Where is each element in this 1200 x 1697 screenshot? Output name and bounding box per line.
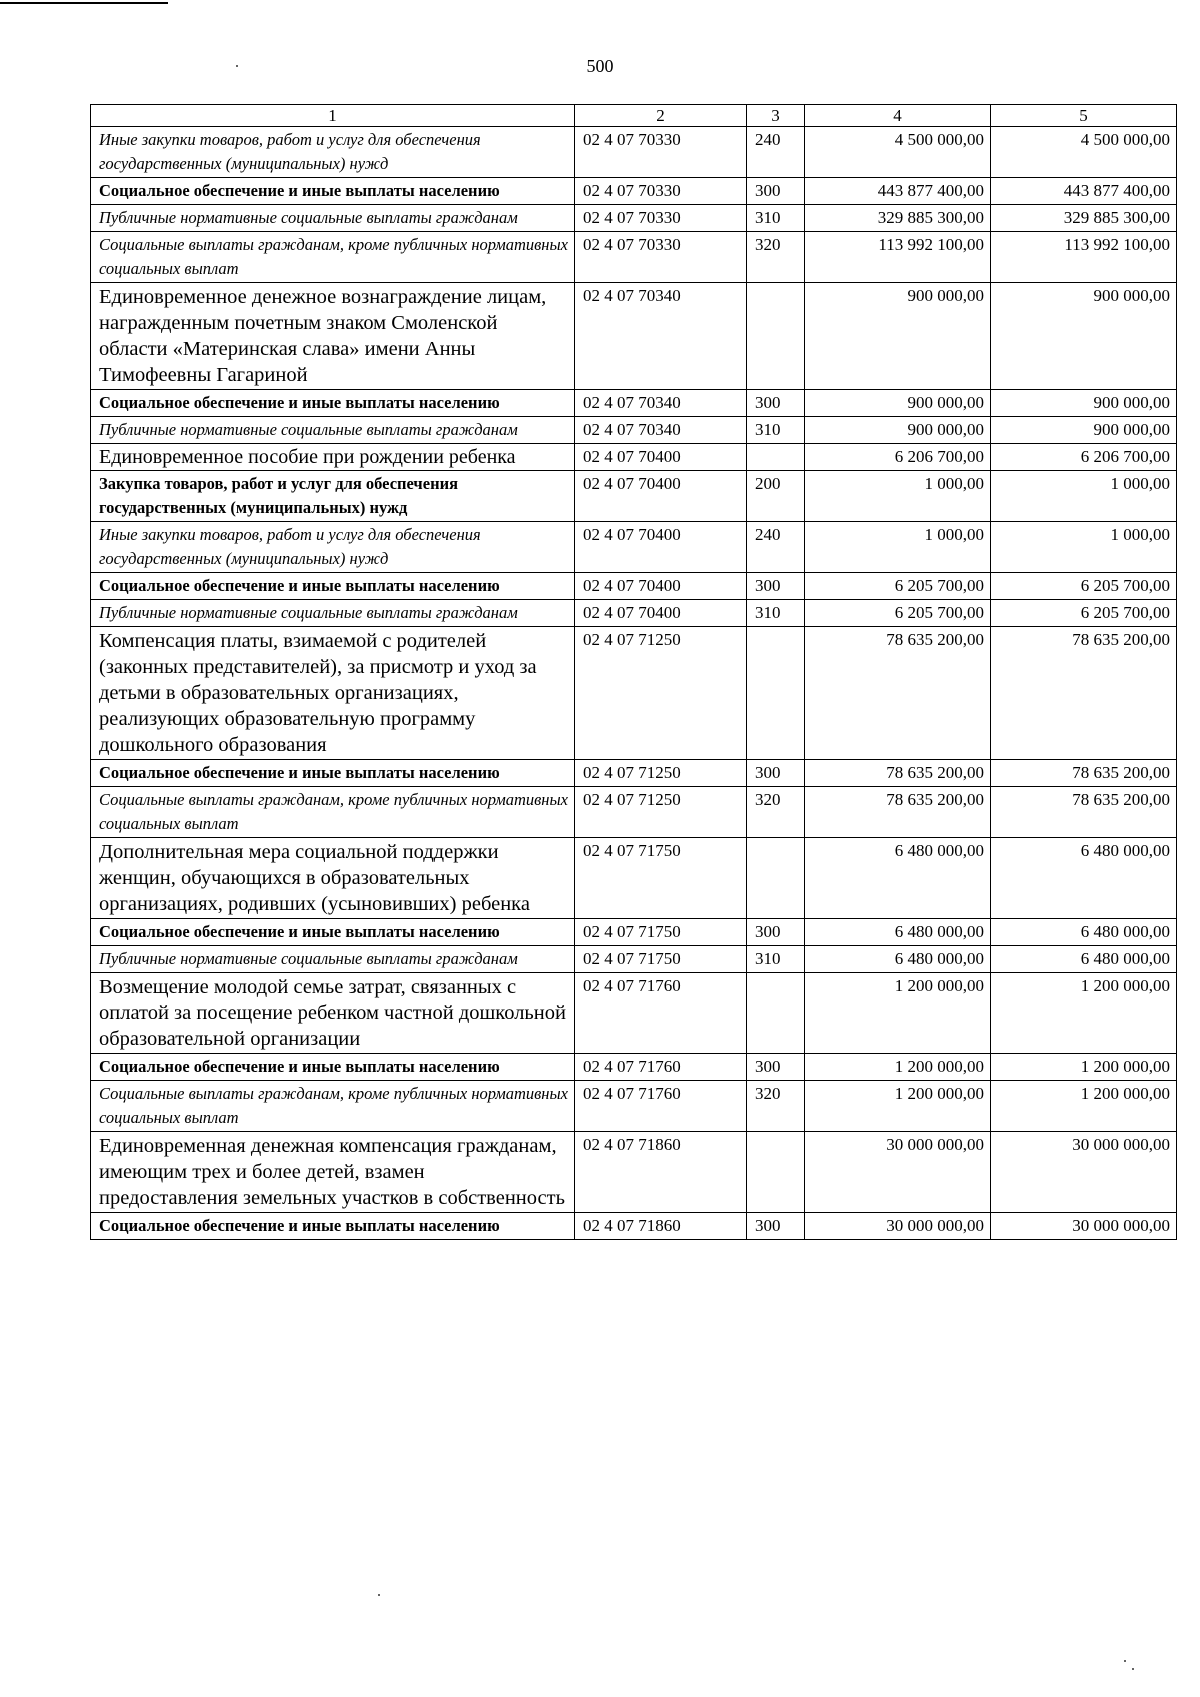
table-row [91, 205, 1177, 232]
row-sum-col5-cell: 78 635 200,00 [991, 787, 1177, 838]
row-sum-col4-cell: 6 206 700,00 [805, 444, 991, 471]
row-name-cell: Социальные выплаты гражданам, кроме публичных нормативных социальных выплат [91, 787, 575, 838]
row-name-cell: Социальные выплаты гражданам, кроме публичных нормативных социальных выплат [91, 1081, 575, 1132]
column-header: 5 [991, 105, 1177, 127]
row-code-cell: 02 4 07 70400 [575, 600, 747, 627]
row-name-cell: Дополнительная мера социальной поддержки женщин, обучающихся в образовательных организациях, родивших (усыновивших) ребенка [91, 838, 575, 919]
table-row [91, 417, 1177, 444]
column-header: 1 [91, 105, 575, 127]
row-kvr-cell: 240 [747, 522, 805, 573]
row-name-cell: Социальные выплаты гражданам, кроме публичных нормативных социальных выплат [91, 232, 575, 283]
row-code-cell: 02 4 07 71250 [575, 760, 747, 787]
table-row [91, 838, 1177, 919]
row-kvr-cell: 300 [747, 760, 805, 787]
column-header: 2 [575, 105, 747, 127]
row-sum-col4-cell: 78 635 200,00 [805, 787, 991, 838]
row-sum-col5-cell: 1 200 000,00 [991, 1054, 1177, 1081]
top-rule [0, 2, 168, 4]
row-kvr-cell: 300 [747, 1213, 805, 1240]
row-name-cell: Закупка товаров, работ и услуг для обеспечения государственных (муниципальных) нужд [91, 471, 575, 522]
row-sum-col5-cell: 443 877 400,00 [991, 178, 1177, 205]
row-sum-col5-cell: 4 500 000,00 [991, 127, 1177, 178]
row-code-cell: 02 4 07 71760 [575, 1081, 747, 1132]
row-code-cell: 02 4 07 70330 [575, 232, 747, 283]
row-kvr-cell [747, 444, 805, 471]
row-sum-col4-cell: 30 000 000,00 [805, 1132, 991, 1213]
row-sum-col4-cell: 6 480 000,00 [805, 838, 991, 919]
row-sum-col5-cell: 78 635 200,00 [991, 627, 1177, 760]
row-sum-col4-cell: 900 000,00 [805, 417, 991, 444]
row-name-cell: Иные закупки товаров, работ и услуг для обеспечения государственных (муниципальных) нужд [91, 522, 575, 573]
table-row [91, 178, 1177, 205]
row-kvr-cell: 300 [747, 1054, 805, 1081]
scan-speck [378, 1594, 380, 1596]
row-sum-col5-cell: 30 000 000,00 [991, 1213, 1177, 1240]
scan-speck [1124, 1660, 1126, 1662]
row-sum-col5-cell: 6 480 000,00 [991, 946, 1177, 973]
column-header: 3 [747, 105, 805, 127]
row-sum-col5-cell: 6 480 000,00 [991, 919, 1177, 946]
row-kvr-cell: 300 [747, 178, 805, 205]
row-code-cell: 02 4 07 71750 [575, 946, 747, 973]
row-sum-col5-cell: 1 200 000,00 [991, 973, 1177, 1054]
table-row [91, 232, 1177, 283]
row-kvr-cell: 300 [747, 390, 805, 417]
row-name-cell: Единовременное денежное вознаграждение лицам, награжденным почетным знаком Смоленской области «Материнская слава» имени Анны Тимофеевны Гагариной [91, 283, 575, 390]
row-sum-col4-cell: 1 200 000,00 [805, 1054, 991, 1081]
row-name-cell: Социальное обеспечение и иные выплаты населению [91, 573, 575, 600]
row-sum-col5-cell: 1 000,00 [991, 522, 1177, 573]
table-row [91, 573, 1177, 600]
row-code-cell: 02 4 07 70400 [575, 471, 747, 522]
row-sum-col5-cell: 900 000,00 [991, 390, 1177, 417]
row-code-cell: 02 4 07 71250 [575, 627, 747, 760]
row-kvr-cell: 320 [747, 787, 805, 838]
row-sum-col4-cell: 78 635 200,00 [805, 760, 991, 787]
row-code-cell: 02 4 07 71250 [575, 787, 747, 838]
row-kvr-cell [747, 283, 805, 390]
row-sum-col4-cell: 1 200 000,00 [805, 1081, 991, 1132]
row-name-cell: Компенсация платы, взимаемой с родителей (законных представителей), за присмотр и уход за детьми в образовательных организациях, реализующих образовательную программу дошкольного образования [91, 627, 575, 760]
row-name-cell: Единовременное пособие при рождении ребенка [91, 444, 575, 471]
row-kvr-cell: 300 [747, 573, 805, 600]
table-row [91, 919, 1177, 946]
row-kvr-cell: 300 [747, 919, 805, 946]
row-kvr-cell: 310 [747, 205, 805, 232]
row-sum-col4-cell: 443 877 400,00 [805, 178, 991, 205]
row-name-cell: Публичные нормативные социальные выплаты гражданам [91, 417, 575, 444]
budget-table [90, 104, 1177, 1240]
table-row [91, 787, 1177, 838]
table-row [91, 444, 1177, 471]
table-row [91, 760, 1177, 787]
table-row [91, 127, 1177, 178]
page-number: 500 [586, 56, 614, 76]
table-body [91, 127, 1177, 1240]
row-sum-col4-cell: 6 205 700,00 [805, 573, 991, 600]
row-sum-col4-cell: 900 000,00 [805, 283, 991, 390]
row-code-cell: 02 4 07 71860 [575, 1213, 747, 1240]
table-row [91, 390, 1177, 417]
table-row [91, 1054, 1177, 1081]
row-code-cell: 02 4 07 70330 [575, 178, 747, 205]
row-kvr-cell [747, 973, 805, 1054]
table-row [91, 973, 1177, 1054]
row-sum-col5-cell: 78 635 200,00 [991, 760, 1177, 787]
table-header-row [91, 105, 1177, 127]
row-sum-col4-cell: 6 480 000,00 [805, 919, 991, 946]
row-name-cell: Публичные нормативные социальные выплаты гражданам [91, 205, 575, 232]
row-sum-col4-cell: 900 000,00 [805, 390, 991, 417]
row-code-cell: 02 4 07 71750 [575, 919, 747, 946]
row-sum-col5-cell: 30 000 000,00 [991, 1132, 1177, 1213]
row-code-cell: 02 4 07 71760 [575, 973, 747, 1054]
row-name-cell: Возмещение молодой семье затрат, связанных с оплатой за посещение ребенком частной дошкольной образовательной организации [91, 973, 575, 1054]
row-sum-col5-cell: 900 000,00 [991, 283, 1177, 390]
row-code-cell: 02 4 07 70400 [575, 522, 747, 573]
row-name-cell: Социальное обеспечение и иные выплаты населению [91, 178, 575, 205]
row-kvr-cell: 310 [747, 417, 805, 444]
row-kvr-cell: 320 [747, 232, 805, 283]
row-sum-col4-cell: 1 000,00 [805, 471, 991, 522]
row-sum-col5-cell: 1 000,00 [991, 471, 1177, 522]
row-code-cell: 02 4 07 70340 [575, 283, 747, 390]
row-code-cell: 02 4 07 70340 [575, 390, 747, 417]
row-kvr-cell: 320 [747, 1081, 805, 1132]
row-sum-col4-cell: 6 480 000,00 [805, 946, 991, 973]
row-code-cell: 02 4 07 70340 [575, 417, 747, 444]
row-sum-col4-cell: 329 885 300,00 [805, 205, 991, 232]
row-code-cell: 02 4 07 70400 [575, 573, 747, 600]
row-sum-col5-cell: 6 205 700,00 [991, 600, 1177, 627]
row-sum-col5-cell: 6 205 700,00 [991, 573, 1177, 600]
row-name-cell: Единовременная денежная компенсация гражданам, имеющим трех и более детей, взамен предоставления земельных участков в собственность [91, 1132, 575, 1213]
row-kvr-cell [747, 1132, 805, 1213]
table-row [91, 471, 1177, 522]
table-row [91, 946, 1177, 973]
table-row [91, 627, 1177, 760]
row-sum-col5-cell: 113 992 100,00 [991, 232, 1177, 283]
row-kvr-cell [747, 838, 805, 919]
row-code-cell: 02 4 07 71750 [575, 838, 747, 919]
row-sum-col5-cell: 6 206 700,00 [991, 444, 1177, 471]
row-kvr-cell: 200 [747, 471, 805, 522]
row-kvr-cell: 310 [747, 946, 805, 973]
row-sum-col4-cell: 1 200 000,00 [805, 973, 991, 1054]
row-code-cell: 02 4 07 71760 [575, 1054, 747, 1081]
row-kvr-cell: 310 [747, 600, 805, 627]
scan-speck [236, 65, 238, 67]
row-sum-col5-cell: 900 000,00 [991, 417, 1177, 444]
row-sum-col4-cell: 30 000 000,00 [805, 1213, 991, 1240]
row-name-cell: Социальное обеспечение и иные выплаты населению [91, 1213, 575, 1240]
row-name-cell: Иные закупки товаров, работ и услуг для обеспечения государственных (муниципальных) нужд [91, 127, 575, 178]
row-code-cell: 02 4 07 70330 [575, 205, 747, 232]
row-sum-col4-cell: 78 635 200,00 [805, 627, 991, 760]
row-name-cell: Социальное обеспечение и иные выплаты населению [91, 760, 575, 787]
row-sum-col5-cell: 329 885 300,00 [991, 205, 1177, 232]
table-row [91, 1132, 1177, 1213]
row-code-cell: 02 4 07 70400 [575, 444, 747, 471]
row-sum-col4-cell: 4 500 000,00 [805, 127, 991, 178]
table-row [91, 283, 1177, 390]
row-name-cell: Публичные нормативные социальные выплаты гражданам [91, 946, 575, 973]
scan-speck [1132, 1668, 1134, 1670]
row-sum-col5-cell: 6 480 000,00 [991, 838, 1177, 919]
table-row [91, 600, 1177, 627]
table-row [91, 1213, 1177, 1240]
row-name-cell: Социальное обеспечение и иные выплаты населению [91, 919, 575, 946]
row-sum-col4-cell: 1 000,00 [805, 522, 991, 573]
row-sum-col4-cell: 113 992 100,00 [805, 232, 991, 283]
row-kvr-cell: 240 [747, 127, 805, 178]
table-row [91, 522, 1177, 573]
row-name-cell: Социальное обеспечение и иные выплаты населению [91, 1054, 575, 1081]
row-code-cell: 02 4 07 70330 [575, 127, 747, 178]
row-sum-col5-cell: 1 200 000,00 [991, 1081, 1177, 1132]
row-kvr-cell [747, 627, 805, 760]
row-sum-col4-cell: 6 205 700,00 [805, 600, 991, 627]
row-code-cell: 02 4 07 71860 [575, 1132, 747, 1213]
column-header: 4 [805, 105, 991, 127]
row-name-cell: Социальное обеспечение и иные выплаты населению [91, 390, 575, 417]
table-row [91, 1081, 1177, 1132]
row-name-cell: Публичные нормативные социальные выплаты гражданам [91, 600, 575, 627]
